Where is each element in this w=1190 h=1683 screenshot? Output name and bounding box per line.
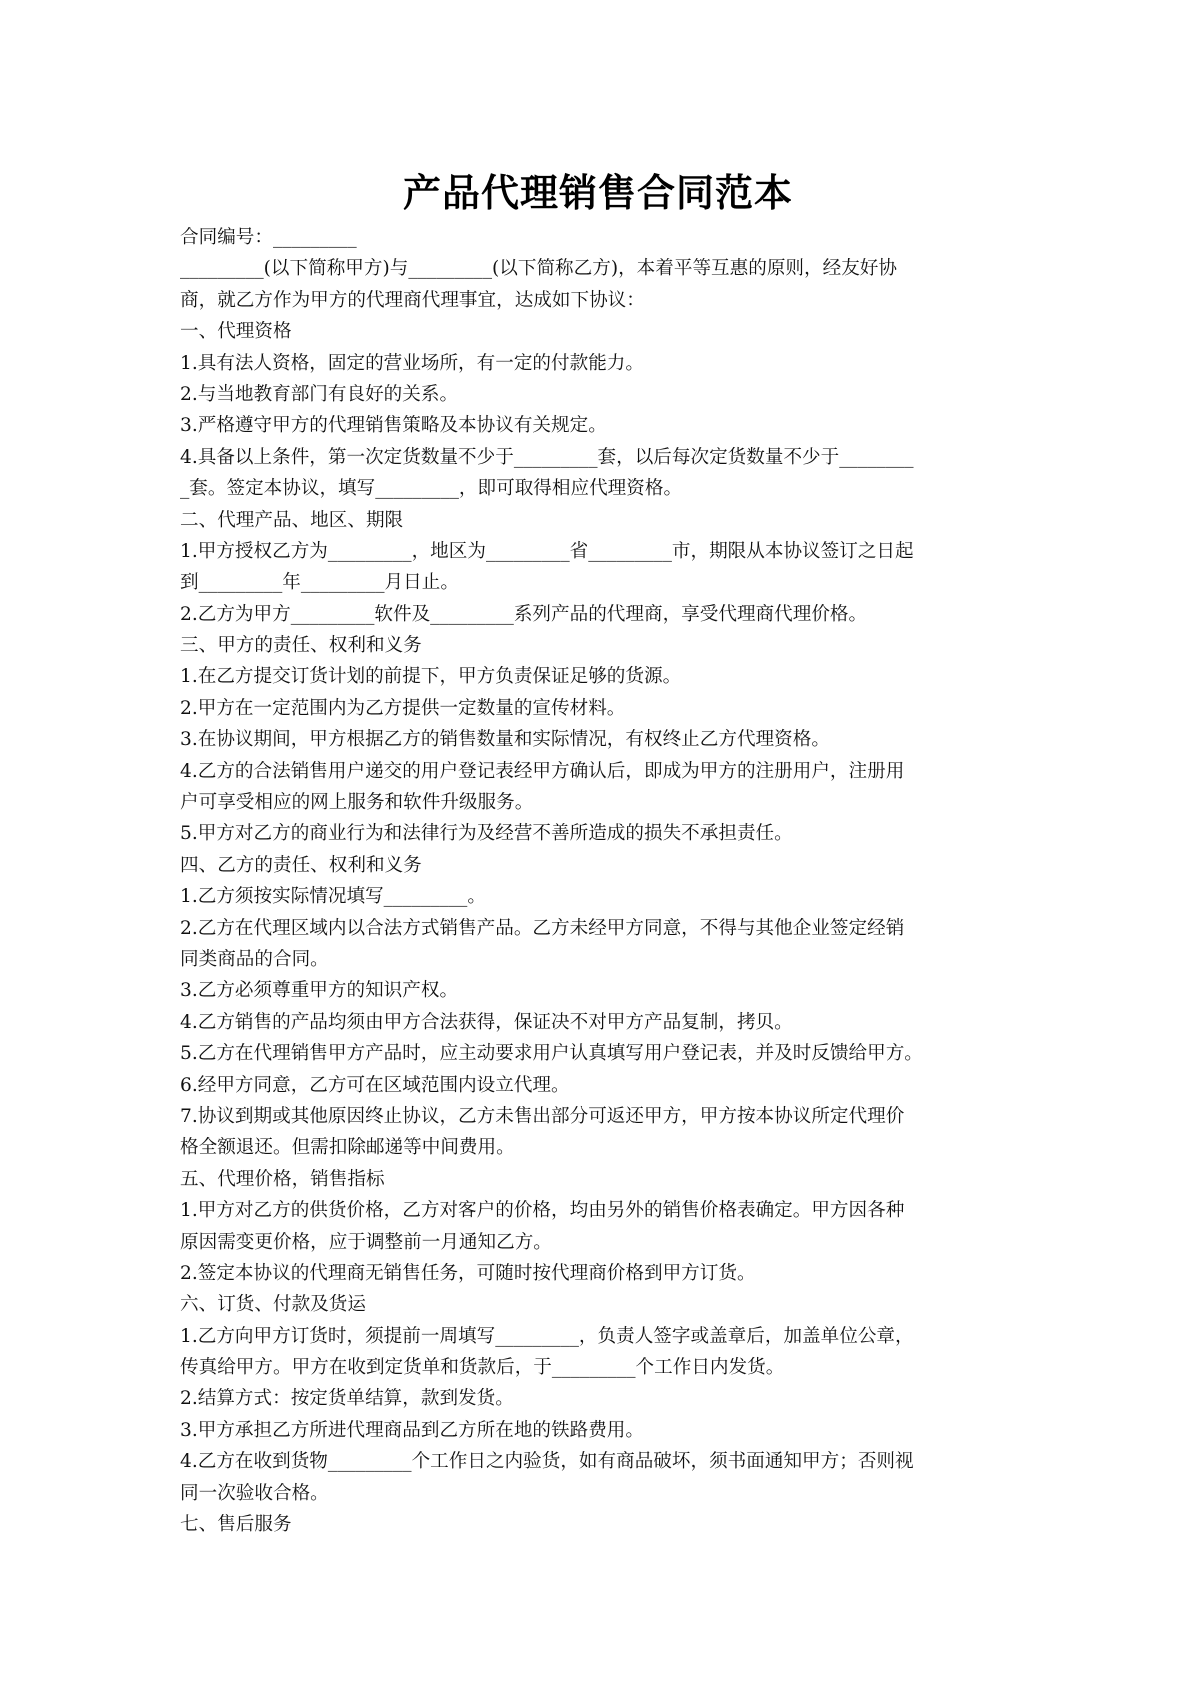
intro-line: _________(以下简称甲方)与_________(以下简称乙方)，本着平等互惠的原则，经友好协	[180, 258, 897, 280]
document-body	[180, 222, 1016, 1540]
clause-line: 1.具有法人资格，固定的营业场所，有一定的付款能力。	[180, 352, 644, 374]
clause-line: 2.签定本协议的代理商无销售任务，可随时按代理商价格到甲方订货。	[180, 1262, 756, 1284]
clause-line: 1.在乙方提交订货计划的前提下，甲方负责保证足够的货源。	[180, 666, 682, 688]
clause-line: 4.乙方的合法销售用户递交的用户登记表经甲方确认后，即成为甲方的注册用户，注册用	[180, 760, 905, 782]
document-title: 产品代理销售合同范本	[402, 171, 793, 215]
clause-line: 3.在协议期间，甲方根据乙方的销售数量和实际情况，有权终止乙方代理资格。	[180, 729, 830, 751]
clause-line: 同一次验收合格。	[180, 1482, 329, 1504]
clause-line: 4.具备以上条件，第一次定货数量不少于_________套，以后每次定货数量不少于________	[180, 446, 914, 468]
clause-line: 格全额退还。但需扣除邮递等中间费用。	[180, 1137, 515, 1159]
clause-line: 同类商品的合同。	[180, 948, 329, 970]
section-heading: 四、乙方的责任、权利和义务	[180, 854, 422, 876]
section-heading: 六、订货、付款及货运	[180, 1294, 366, 1316]
clause-line: 3.乙方必须尊重甲方的知识产权。	[180, 980, 459, 1002]
clause-line: 4.乙方在收到货物_________个工作日之内验货，如有商品破坏，须书面通知甲方；否则视	[180, 1451, 914, 1473]
clause-line: 到_________年_________月日止。	[180, 572, 459, 594]
clause-line: 1.乙方须按实际情况填写_________。	[180, 886, 486, 908]
clause-line: 2.乙方为甲方_________软件及_________系列产品的代理商，享受代理商代理价格。	[180, 603, 868, 625]
clause-line: 1.甲方授权乙方为_________，地区为_________省_________市，期限从本协议签订之日起	[180, 540, 914, 562]
clause-line: _套。签定本协议，填写_________，即可取得相应代理资格。	[180, 478, 683, 500]
clause-line: 2.甲方在一定范围内为乙方提供一定数量的宣传材料。	[180, 697, 626, 719]
clause-line: 5.乙方在代理销售甲方产品时，应主动要求用户认真填写用户登记表，并及时反馈给甲方。	[180, 1043, 923, 1065]
contract-number-line: 合同编号：_________	[180, 227, 357, 248]
clause-line: 1.甲方对乙方的供货价格，乙方对客户的价格，均由另外的销售价格表确定。甲方因各种	[180, 1200, 905, 1222]
clause-line: 3.甲方承担乙方所进代理商品到乙方所在地的铁路费用。	[180, 1419, 644, 1441]
section-heading: 一、代理资格	[180, 321, 292, 343]
section-heading: 二、代理产品、地区、期限	[180, 509, 404, 531]
clause-line: 5.甲方对乙方的商业行为和法律行为及经营不善所造成的损失不承担责任。	[180, 823, 793, 845]
clause-line: 1.乙方向甲方订货时，须提前一周填写_________，负责人签字或盖章后，加盖单位公章，	[180, 1325, 914, 1347]
clause-line: 传真给甲方。甲方在收到定货单和货款后，于_________个工作日内发货。	[180, 1357, 785, 1379]
clause-line: 2.结算方式：按定货单结算，款到发货。	[180, 1388, 514, 1410]
clause-line: 4.乙方销售的产品均须由甲方合法获得，保证决不对甲方产品复制，拷贝。	[180, 1011, 793, 1033]
section-heading: 五、代理价格，销售指标	[180, 1168, 385, 1190]
clause-line: 3.严格遵守甲方的代理销售策略及本协议有关规定。	[180, 415, 607, 437]
section-heading: 七、售后服务	[180, 1514, 292, 1536]
clause-line: 户可享受相应的网上服务和软件升级服务。	[180, 792, 534, 814]
section-heading: 三、甲方的责任、权利和义务	[180, 635, 422, 657]
clause-line: 原因需变更价格，应于调整前一月通知乙方。	[180, 1231, 552, 1253]
clause-line: 7.协议到期或其他原因终止协议，乙方未售出部分可返还甲方，甲方按本协议所定代理价	[180, 1105, 905, 1127]
clause-line: 2.与当地教育部门有良好的关系。	[180, 383, 459, 405]
intro-line: 商，就乙方作为甲方的代理商代理事宜，达成如下协议：	[180, 289, 645, 311]
clause-line: 2.乙方在代理区域内以合法方式销售产品。乙方未经甲方同意，不得与其他企业签定经销	[180, 917, 905, 939]
clause-line: 6.经甲方同意，乙方可在区域范围内设立代理。	[180, 1074, 570, 1096]
